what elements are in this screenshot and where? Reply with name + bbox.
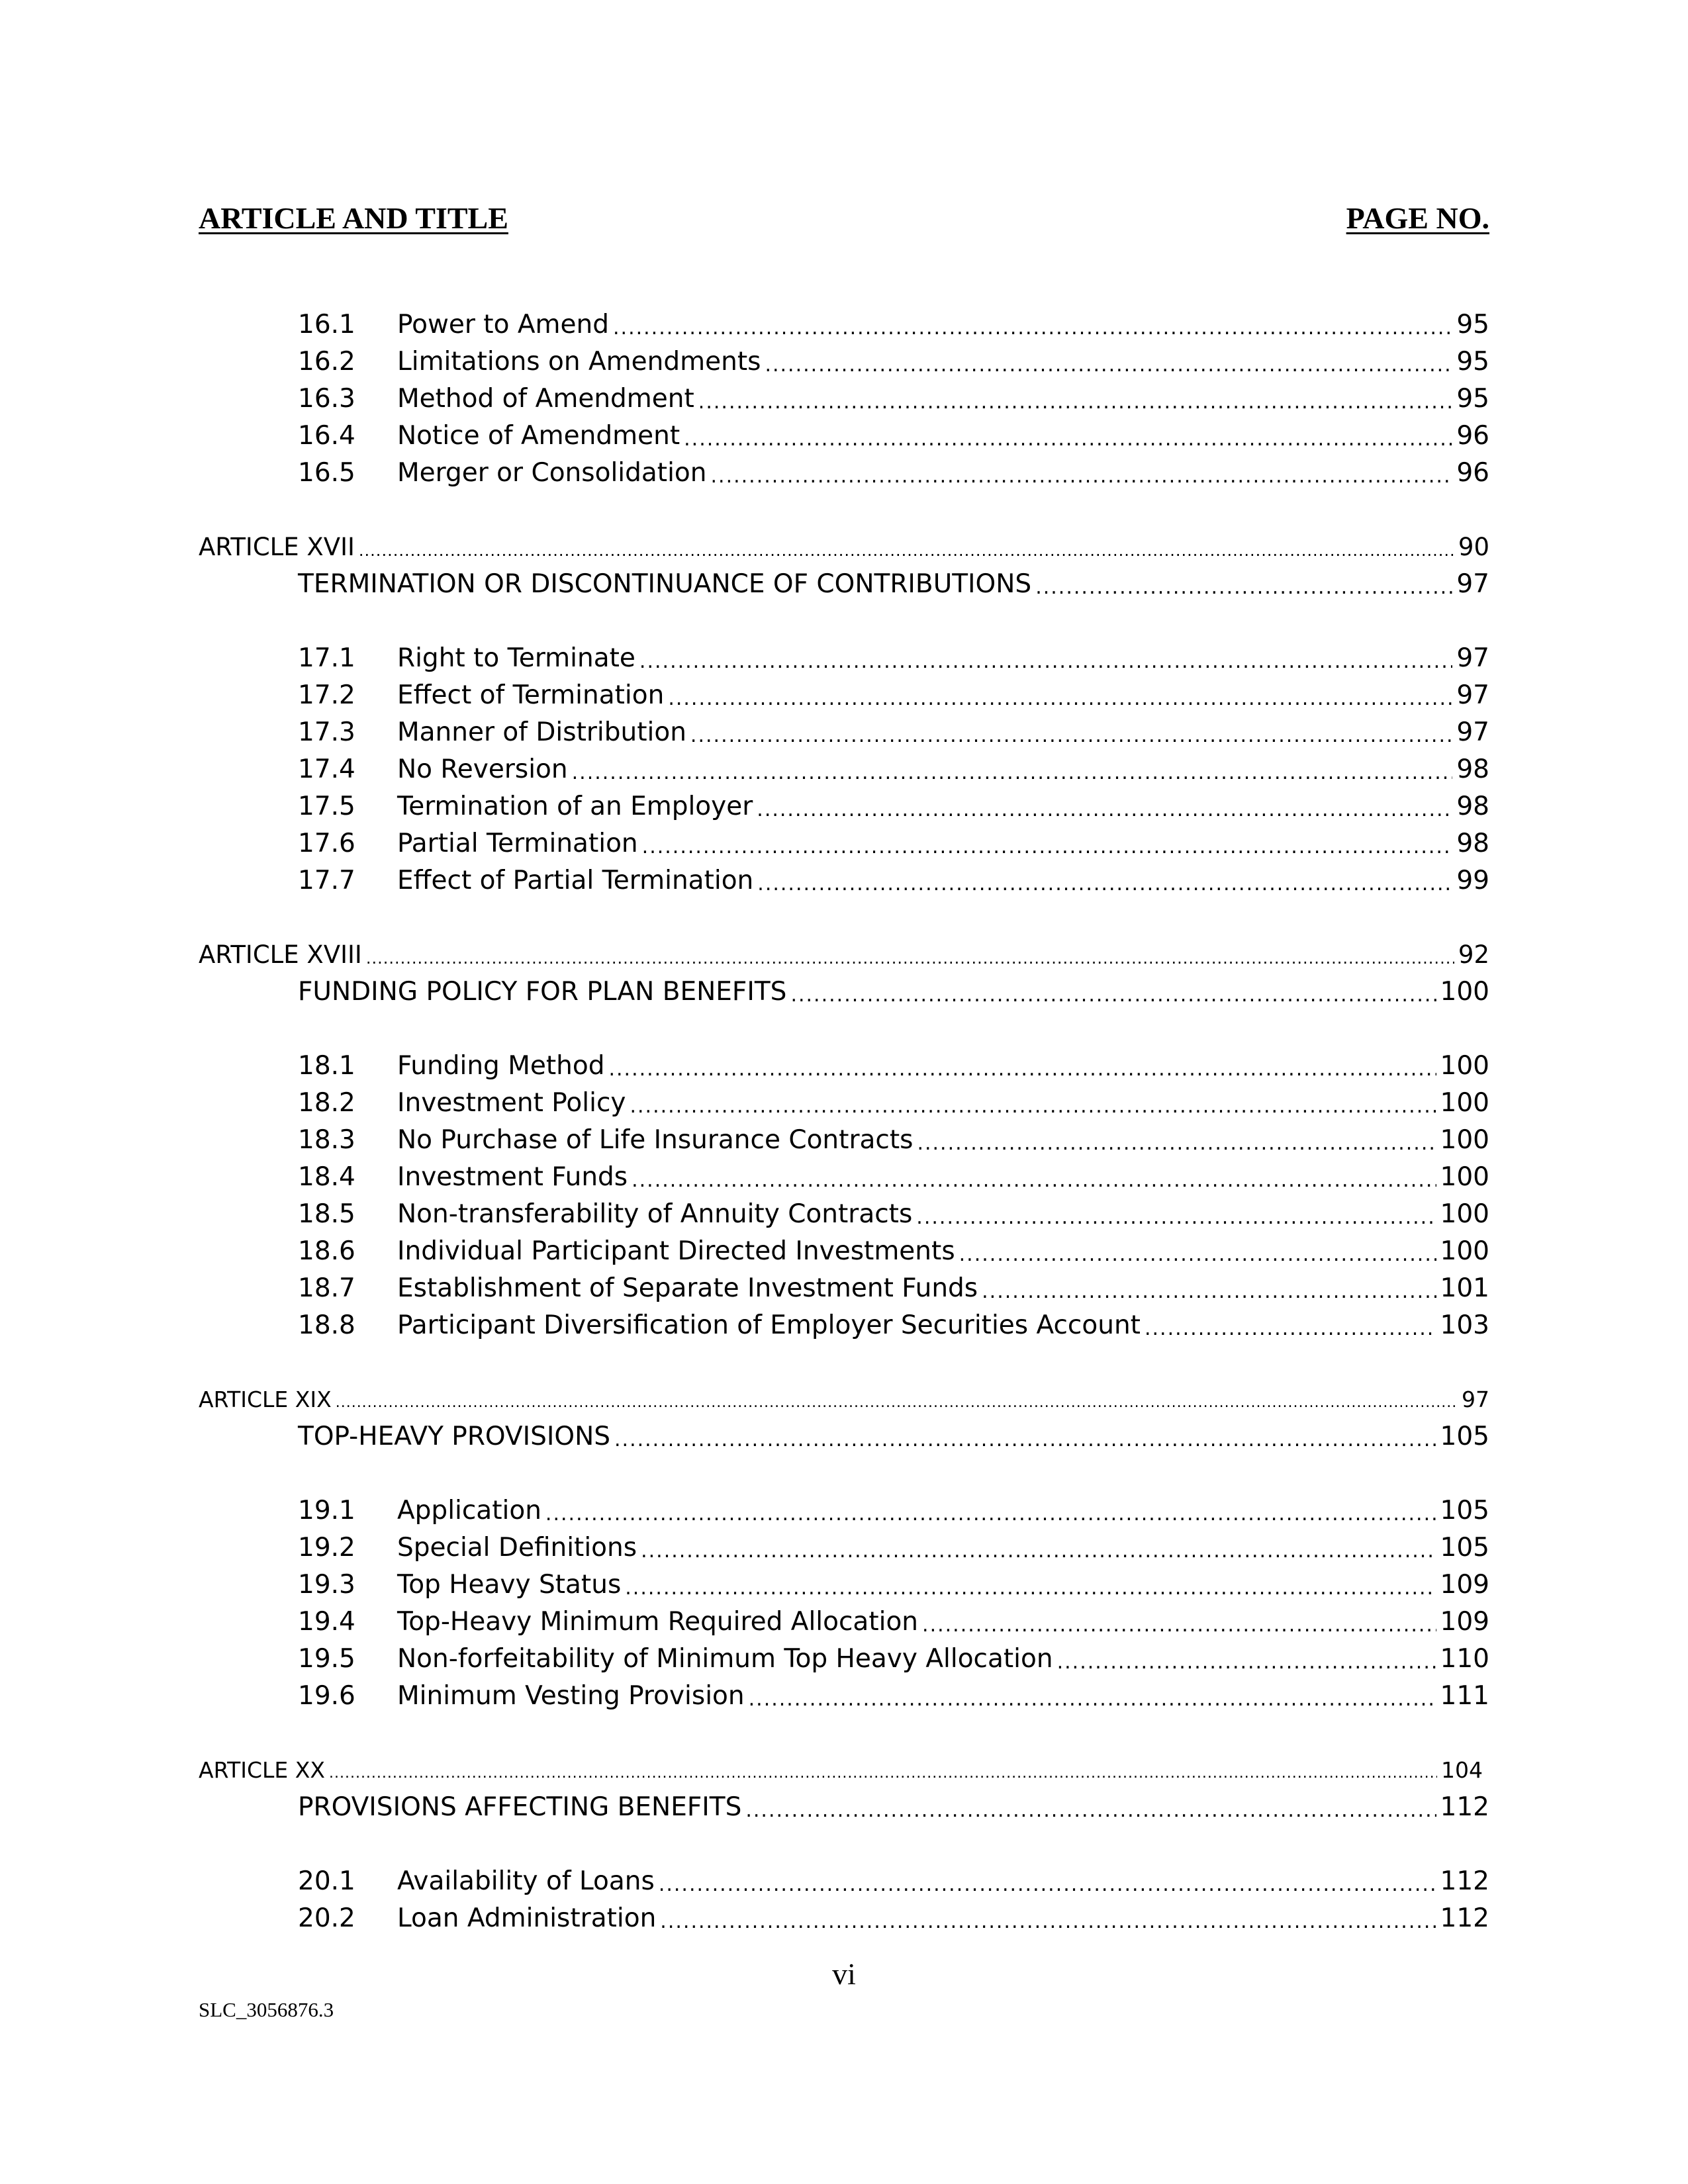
toc-entry-16-1 [298,306,1489,343]
section-number: 19.1 [298,1496,355,1525]
dot-leader [366,943,1454,974]
section-number: 17.1 [298,643,355,673]
dot-leader [625,1573,1436,1604]
toc-entry-17-7 [298,862,1489,899]
dot-leader [711,461,1453,492]
page-number: 98 [1456,754,1489,784]
dot-leader [630,1091,1436,1122]
section-number: 17.7 [298,866,355,895]
article-heading: ARTICLE XIX [199,1387,332,1412]
footer-document-id: SLC_3056876.3 [199,1998,334,2021]
article-title: TERMINATION OR DISCONTINUANCE OF CONTRIBUTIONS [298,569,1032,599]
page-number: 100 [1440,1125,1489,1155]
section-number: 16.2 [298,347,355,377]
page-number: 96 [1456,421,1489,451]
page-number: 112 [1440,1866,1489,1896]
toc-entry-17-4 [298,751,1489,788]
toc-article-title-xviii [298,974,1489,1011]
toc-entry-18-7 [298,1270,1489,1307]
toc-article-xix [199,1381,1489,1418]
dot-leader [641,1536,1436,1567]
section-number: 17.4 [298,754,355,784]
page-number: 97 [1462,1387,1489,1412]
toc-entry-17-3 [298,714,1489,751]
section-number: 17.2 [298,680,355,710]
section-title: Effect of Termination [397,680,665,710]
section-number: 19.5 [298,1644,355,1674]
article-title: PROVISIONS AFFECTING BENEFITS [298,1792,742,1822]
section-title: Application [397,1496,541,1525]
dot-leader [684,424,1452,455]
page-number: 99 [1456,866,1489,895]
dot-leader [922,1610,1436,1641]
toc-article-title-xx [298,1789,1489,1826]
section-title: Availability of Loans [397,1866,655,1896]
section-number: 18.3 [298,1125,355,1155]
page-number: 90 [1458,533,1489,561]
dot-leader [614,1425,1436,1455]
toc-entry-18-8 [298,1307,1489,1344]
section-number: 16.1 [298,310,355,340]
header-article-and-title: ARTICLE AND TITLE [199,201,508,235]
page-number: 112 [1440,1903,1489,1933]
section-title: No Purchase of Life Insurance Contracts [397,1125,914,1155]
section-title: Non-forfeitability of Minimum Top Heavy Allocation [397,1644,1053,1674]
page-number: 97 [1456,717,1489,747]
page-number: 105 [1440,1533,1489,1563]
section-title: Special Definitions [397,1533,637,1563]
toc-entry-20-1 [298,1863,1489,1900]
section-title: Method of Amendment [397,384,694,414]
page-number: 112 [1440,1792,1489,1822]
section-number: 19.3 [298,1570,355,1600]
toc-entry-19-1 [298,1492,1489,1529]
section-title: Manner of Distribution [397,717,686,747]
section-number: 19.4 [298,1607,355,1637]
dot-leader [757,869,1452,899]
section-title: Top-Heavy Minimum Required Allocation [397,1607,919,1637]
page-number: 100 [1440,977,1489,1007]
dot-leader [982,1277,1436,1307]
page-number: 96 [1456,458,1489,488]
toc-entry-17-2 [298,677,1489,714]
section-title: Non-transferability of Annuity Contracts [397,1199,913,1229]
page-number: 100 [1440,1199,1489,1229]
dot-leader [757,795,1452,825]
section-title: Investment Funds [397,1162,628,1192]
toc-entry-16-5 [298,455,1489,492]
dot-leader [916,1203,1436,1233]
dot-leader [668,684,1452,714]
toc-entry-17-5 [298,788,1489,825]
page-number: 101 [1440,1273,1489,1303]
toc-entry-18-6 [298,1233,1489,1270]
section-title: Top Heavy Status [397,1570,622,1600]
section-number: 19.6 [298,1681,355,1711]
dot-leader [642,832,1453,862]
section-number: 17.3 [298,717,355,747]
toc-article-title-xvii [298,566,1489,603]
section-number: 16.3 [298,384,355,414]
page-number: 105 [1440,1496,1489,1525]
page-number: 111 [1440,1681,1489,1711]
dot-leader [765,350,1452,381]
page-number: 92 [1458,940,1489,969]
section-title: Minimum Vesting Provision [397,1681,745,1711]
toc-entry-19-3 [298,1567,1489,1604]
section-number: 20.1 [298,1866,355,1896]
page-number: 104 [1441,1757,1483,1783]
page-number: 97 [1456,643,1489,673]
section-number: 16.5 [298,458,355,488]
toc-entry-17-1 [298,640,1489,677]
section-number: 18.7 [298,1273,355,1303]
section-number: 18.4 [298,1162,355,1192]
section-title: Funding Method [397,1051,605,1081]
page-number: 95 [1456,384,1489,414]
section-title: Effect of Partial Termination [397,866,754,895]
section-number: 18.2 [298,1088,355,1118]
dot-leader [336,1388,1458,1418]
section-title: No Reversion [397,754,568,784]
toc-entry-18-5 [298,1196,1489,1233]
dot-leader [572,758,1453,788]
article-heading: ARTICLE XVII [199,533,355,561]
section-number: 17.6 [298,829,355,858]
dot-leader [613,313,1452,343]
section-number: 18.1 [298,1051,355,1081]
dot-leader [1035,572,1452,603]
toc-entry-18-3 [298,1122,1489,1159]
section-title: Limitations on Amendments [397,347,761,377]
footer-page-number: vi [832,1957,856,1991]
toc-article-title-xix [298,1418,1489,1455]
page-number: 100 [1440,1236,1489,1266]
page-number: 100 [1440,1088,1489,1118]
page-number: 100 [1440,1162,1489,1192]
toc-entry-16-3 [298,381,1489,418]
section-title: Partial Termination [397,829,638,858]
section-number: 20.2 [298,1903,355,1933]
toc-entry-19-6 [298,1678,1489,1715]
section-title: Establishment of Separate Investment Funds [397,1273,978,1303]
page-number: 95 [1456,347,1489,377]
dot-leader [745,1796,1436,1826]
toc-entry-17-6 [298,825,1489,862]
page-number: 98 [1456,792,1489,821]
dot-leader [329,1758,1437,1789]
dot-leader [632,1165,1436,1196]
section-number: 18.8 [298,1310,355,1340]
section-title: Individual Participant Directed Investments [397,1236,955,1266]
toc-entry-18-4 [298,1159,1489,1196]
section-number: 16.4 [298,421,355,451]
section-title: Participant Diversification of Employer Securities Account [397,1310,1141,1340]
dot-leader [917,1128,1436,1159]
section-title: Power to Amend [397,310,609,340]
dot-leader [690,721,1452,751]
article-title: TOP-HEAVY PROVISIONS [298,1422,610,1451]
dot-leader [659,1870,1436,1900]
page-number: 95 [1456,310,1489,340]
toc-article-xx [199,1752,1483,1789]
section-number: 18.5 [298,1199,355,1229]
toc-entry-16-2 [298,343,1489,381]
dot-leader [959,1240,1436,1270]
article-heading: ARTICLE XX [199,1757,325,1783]
section-title: Investment Policy [397,1088,626,1118]
dot-leader [639,647,1452,677]
toc-entry-19-2 [298,1529,1489,1567]
dot-leader [749,1684,1436,1715]
toc-entry-16-4 [298,418,1489,455]
page-number: 97 [1456,569,1489,599]
dot-leader [545,1499,1436,1529]
page-number: 109 [1440,1607,1489,1637]
toc-entry-20-2 [298,1900,1489,1937]
header-page-no: PAGE NO. [1346,201,1489,235]
page-number: 100 [1440,1051,1489,1081]
section-title: Right to Terminate [397,643,635,673]
page-number: 110 [1440,1644,1489,1674]
section-title: Termination of an Employer [397,792,753,821]
section-title: Loan Administration [397,1903,657,1933]
page-number: 103 [1440,1310,1489,1340]
toc-entry-18-1 [298,1048,1489,1085]
article-title: FUNDING POLICY FOR PLAN BENEFITS [298,977,787,1007]
page-number: 97 [1456,680,1489,710]
page-number: 98 [1456,829,1489,858]
article-heading: ARTICLE XVIII [199,940,362,969]
dot-leader [790,980,1436,1011]
dot-leader [660,1907,1436,1937]
dot-leader [359,535,1454,566]
section-title: Merger or Consolidation [397,458,707,488]
dot-leader [1145,1314,1436,1344]
toc-entry-19-5 [298,1641,1489,1678]
toc-entry-19-4 [298,1604,1489,1641]
page-number: 109 [1440,1570,1489,1600]
toc-article-xviii [199,936,1489,974]
section-number: 18.6 [298,1236,355,1266]
page-number: 105 [1440,1422,1489,1451]
toc-article-xvii [199,529,1489,566]
dot-leader [1057,1647,1436,1678]
section-title: Notice of Amendment [397,421,680,451]
dot-leader [608,1054,1436,1085]
toc-entry-18-2 [298,1085,1489,1122]
section-number: 17.5 [298,792,355,821]
section-number: 19.2 [298,1533,355,1563]
dot-leader [698,387,1453,418]
